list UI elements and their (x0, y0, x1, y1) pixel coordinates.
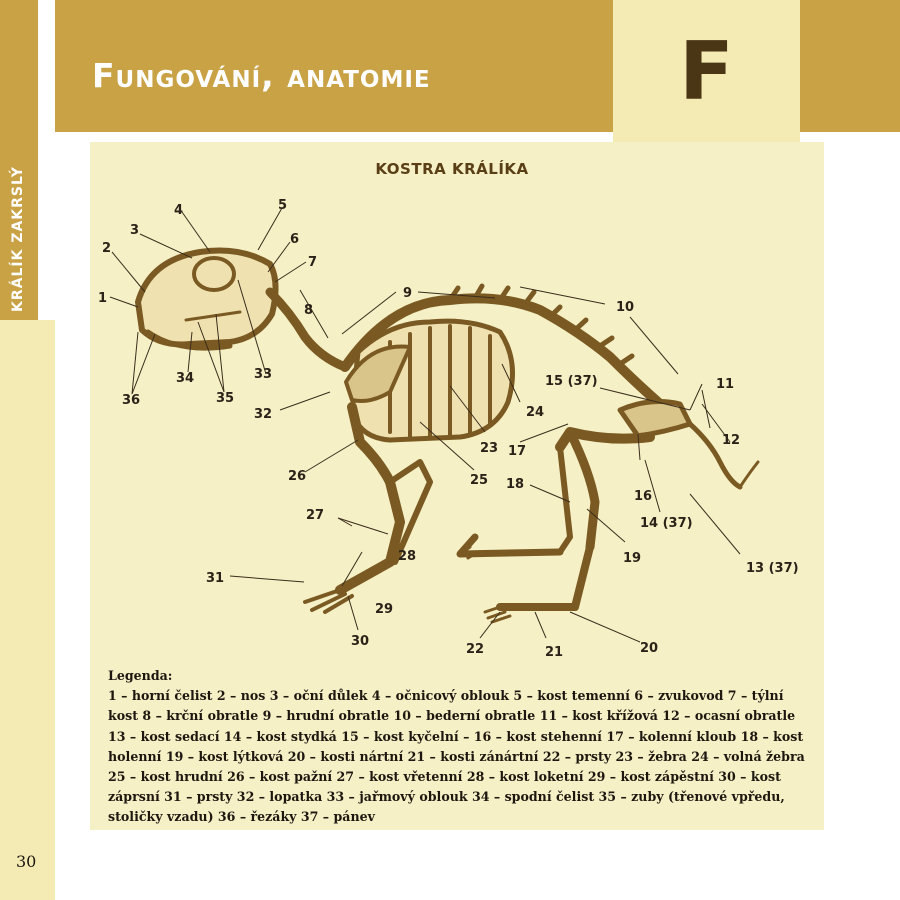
num-12: 12 (722, 433, 741, 448)
num-33: 33 (254, 367, 273, 382)
header-band-right (800, 0, 900, 132)
legend (108, 666, 808, 828)
num-22: 22 (466, 642, 485, 657)
num-7: 7 (308, 255, 318, 270)
num-31: 31 (206, 571, 225, 586)
num-29: 29 (375, 602, 394, 617)
side-gap (38, 0, 55, 320)
num-25: 25 (470, 473, 489, 488)
num-11: 11 (716, 377, 735, 392)
num-21: 21 (545, 645, 564, 660)
num-16: 16 (634, 489, 653, 504)
num-24: 24 (526, 405, 545, 420)
chapter-letter: F (679, 24, 734, 118)
rabbit-skeleton-figure (90, 142, 824, 662)
skeleton-drawing (138, 251, 758, 623)
num-14: 14 (37) (640, 516, 693, 531)
chapter-letter-box (613, 0, 800, 142)
side-strip (0, 320, 55, 900)
num-26: 26 (288, 469, 307, 484)
figure-panel (90, 142, 824, 830)
num-36: 36 (122, 393, 141, 408)
page-number: 30 (16, 852, 37, 871)
num-13: 13 (37) (746, 561, 799, 576)
num-34: 34 (176, 371, 195, 386)
num-3: 3 (130, 223, 140, 238)
num-6: 6 (290, 232, 300, 247)
num-32: 32 (254, 407, 273, 422)
legend-title: Legenda: (108, 668, 173, 683)
num-10: 10 (616, 300, 635, 315)
num-18: 18 (506, 477, 525, 492)
num-8: 8 (304, 303, 314, 318)
legend-text: 1 – horní čelist 2 – nos 3 – oční důlek 4 – očnicový oblouk 5 – kost temenní 6 – zvukovod 7 – týlní kost 8 – krční obratle 9 – hrudní obratle 10 – bederní obratle 11 – kost křížová 12 – ocasní obratle 13 – kost sedací 14 – kost stydká 15 – kost kyčelní – 16 – kost stehenní 17 – kolenní kloub 18 – kost holenní 19 – kost lýtková 20 – kosti nártní 21 – kosti zánártní 22 – prsty 23 – žebra 24 – volná žebra 25 – kost hrudní 26 – kost pažní 27 – kost vřetenní 28 – kost loketní 29 – kost zápěstní 30 – kost záprsní 31 – prsty 32 – lopatka 33 – jařmový oblouk 34 – spodní čelist 35 – zuby (třenové vpředu, stoličky vzadu) 36 – řezáky 37 – pánev (108, 688, 805, 825)
side-label: KRÁLÍK ZAKRSLÝ (10, 166, 26, 312)
num-23: 23 (480, 441, 499, 456)
num-35: 35 (216, 391, 235, 406)
num-27: 27 (306, 508, 325, 523)
num-20: 20 (640, 641, 659, 656)
figure-title: KOSTRA KRÁLÍKA (375, 160, 529, 178)
page-title: Fungování, anatomie (92, 56, 431, 95)
num-2: 2 (102, 241, 112, 256)
num-9: 9 (403, 286, 413, 301)
num-28: 28 (398, 549, 417, 564)
num-19: 19 (623, 551, 642, 566)
num-1: 1 (98, 291, 108, 306)
num-30: 30 (351, 634, 370, 649)
num-15: 15 (37) (545, 374, 598, 389)
num-17: 17 (508, 444, 527, 459)
num-4: 4 (174, 203, 184, 218)
num-5: 5 (278, 198, 288, 213)
